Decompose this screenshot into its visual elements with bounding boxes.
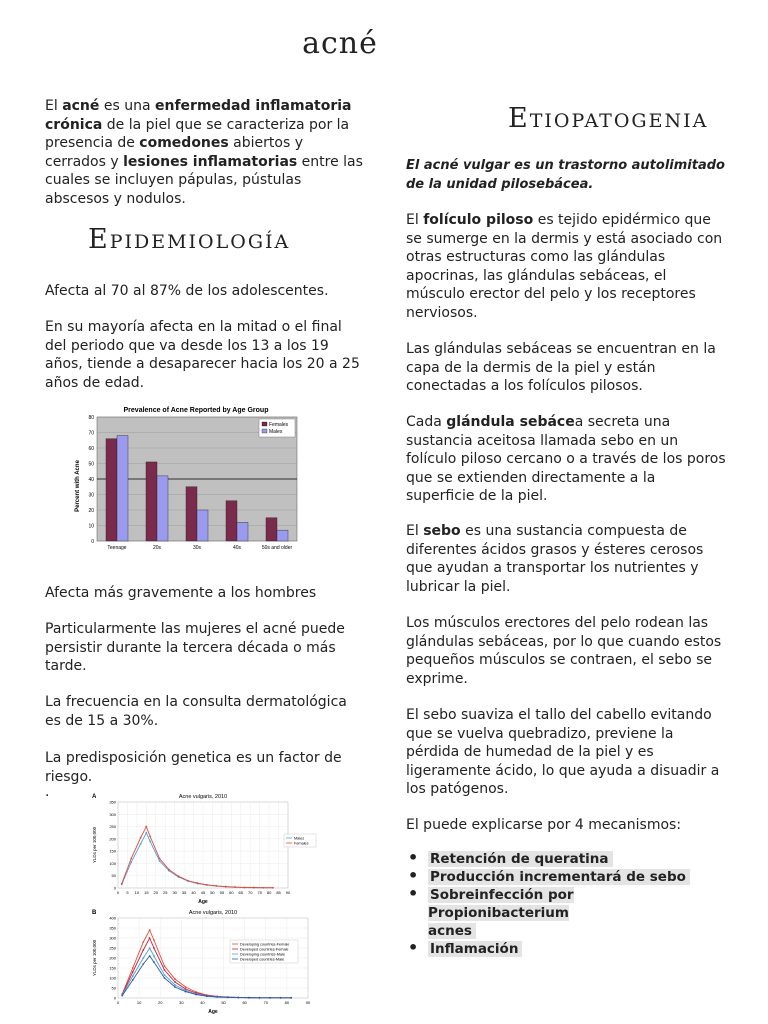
bar-females — [146, 462, 157, 541]
bar-females — [266, 518, 277, 541]
legend-label: Developed countries-Male — [240, 957, 285, 962]
data-point — [164, 969, 166, 971]
epi-paragraph-5: La frecuencia en la consulta dermatológica es de 15 a 30%. — [45, 694, 347, 729]
etio-paragraph-1: El folículo piloso es tejido epidérmico que se sumerge en la dermis y está asociado con otras estructuras como las glándulas apocrinas, las glándulas sebáceas, el músculo erector del pelo y los receptores nerviosos. — [406, 212, 723, 321]
x-tick-label: 25 — [162, 890, 168, 895]
acne-yld-line-chart-a — [88, 790, 309, 906]
y-tick-label: 0 — [91, 539, 94, 545]
y-tick-label: 30 — [88, 492, 94, 499]
data-point — [145, 826, 147, 828]
chart-legend — [230, 940, 298, 963]
y-tick-label: 100 — [109, 860, 116, 866]
x-tick-label: 65 — [238, 890, 244, 895]
legend-label: Females — [294, 841, 309, 846]
data-point — [132, 979, 134, 981]
data-point — [142, 957, 144, 959]
x-tick-label: 5 — [126, 890, 129, 895]
data-point — [187, 880, 189, 882]
legend-label: Developing countries-Female — [240, 942, 290, 947]
data-point — [196, 882, 198, 884]
etio-paragraph-4: El sebo es una sustancia compuesta de diferentes ácidos grasos y ésteres cerosos que ayudan a transportar los nutrientes y lubricar la piel. — [406, 523, 704, 595]
x-tick-label: 60 — [229, 890, 234, 895]
y-tick-label: 50 — [111, 873, 116, 879]
etio-paragraph-2: Las glándulas sebáceas se encuentran en la capa de la dermis de la piel y están conectadas a los folículos pilosos. — [406, 341, 716, 394]
y-tick-label: 350 — [109, 925, 116, 931]
y-tick-label: 250 — [109, 945, 116, 951]
data-point — [159, 858, 161, 860]
x-tick-label: 50 — [210, 890, 215, 895]
y-tick-label: 40 — [88, 477, 94, 483]
data-point — [269, 997, 271, 999]
bar-males — [157, 476, 168, 541]
bar-males — [277, 530, 288, 541]
data-point — [149, 840, 151, 842]
list-item: • Inflamación — [428, 940, 690, 958]
x-tick-label: 80 — [284, 1000, 290, 1005]
x-tick-label: 30s — [192, 545, 202, 551]
chart-title: Prevalence of Acne Reported by Age Group — [123, 407, 269, 414]
x-tick-label: 15 — [144, 890, 149, 895]
bar-males — [197, 510, 208, 541]
y-tick-label: 150 — [109, 965, 116, 971]
data-point — [145, 832, 147, 834]
x-tick-label: 85 — [276, 890, 281, 895]
list-item: • Sobreinfección por Propionibacterium acnes — [428, 886, 618, 940]
y-tick-label: 200 — [109, 955, 116, 961]
x-tick-label: 10 — [136, 1000, 142, 1005]
x-tick-label: 50s and older — [261, 545, 293, 551]
y-tick-label: 60 — [88, 446, 94, 452]
data-point — [185, 986, 187, 988]
x-tick-label: 45 — [200, 890, 206, 895]
data-point — [174, 984, 176, 986]
data-point — [164, 977, 166, 979]
data-point — [227, 997, 229, 999]
panel-label: B — [92, 910, 97, 916]
legend-label: Males — [294, 836, 305, 841]
data-point — [215, 885, 217, 887]
data-point — [168, 869, 170, 871]
y-tick-label: 0 — [113, 885, 116, 891]
page-title: acné — [302, 26, 378, 61]
data-point — [280, 997, 282, 999]
y-tick-label: 20 — [88, 508, 94, 514]
y-tick-label: 0 — [113, 995, 116, 1001]
x-tick-label: 35 — [181, 890, 187, 895]
data-point — [142, 949, 144, 951]
chart-xlabel: Age — [198, 899, 208, 905]
legend-label-females: Females — [269, 422, 289, 428]
x-tick-label: 60 — [242, 1000, 247, 1005]
y-tick-label: 50 — [88, 461, 94, 468]
legend-swatch-females — [262, 422, 267, 426]
x-tick-label: 0 — [116, 890, 120, 895]
chart-ylabel: Percent with Acne — [75, 460, 81, 512]
x-tick-label: 80 — [266, 890, 272, 895]
x-tick-label: 20 — [157, 1000, 163, 1005]
intro-paragraph: El acné es una enfermedad inflamatoria crónica de la piel que se caracteriza por la presencia de comedones abiertos y cerrados y lesiones inflamatorias entre las cuales se incluyen pápulas, pústulas abscesos y nodulos. — [45, 98, 363, 207]
chart-title: Acne vulgaris, 2010 — [188, 910, 238, 916]
x-tick-label: 10 — [134, 890, 140, 895]
data-point — [140, 843, 142, 845]
data-point — [206, 884, 208, 886]
data-point — [153, 947, 155, 949]
data-point — [149, 836, 151, 838]
x-tick-label: 90 — [305, 1000, 311, 1005]
etio-paragraph-5: Los músculos erectores del pelo rodean las glándulas sebáceas, por lo que cuando estos pequeños músculos se contraen, el sebo se exprime. — [406, 615, 722, 687]
chart-xlabel: Age — [208, 1009, 218, 1015]
y-tick-label: 70 — [88, 430, 94, 437]
chart-legend — [284, 834, 316, 847]
data-point — [259, 997, 261, 999]
epi-paragraph-6: La predisposición genetica es un factor de riesgo. — [45, 750, 342, 785]
x-tick-label: 75 — [257, 890, 262, 895]
etiopatogenia-heading: Etiopatogenia — [508, 103, 709, 134]
data-point — [248, 997, 250, 999]
data-point — [149, 929, 151, 931]
legend-label: Developing countries-Male — [240, 952, 285, 957]
legend-label-males: Males — [269, 429, 283, 435]
chart-ylabel: YLDs per 100,000 — [92, 939, 97, 977]
legend-label: Developed countries-Female — [240, 947, 289, 952]
legend-swatch-males — [262, 429, 267, 433]
etio-paragraph-7: El puede explicarse por 4 mecanismos: — [406, 817, 682, 833]
x-tick-label: 50 — [221, 1000, 226, 1005]
data-point — [140, 837, 142, 839]
y-tick-label: 300 — [109, 811, 116, 817]
data-point — [272, 887, 274, 889]
epi-paragraph-3: Afecta más gravemente a los hombres — [45, 585, 317, 601]
data-point — [244, 887, 246, 889]
data-point — [234, 886, 236, 888]
x-tick-label: 0 — [116, 1000, 120, 1005]
bar-females — [226, 501, 237, 541]
x-tick-label: 40 — [191, 890, 196, 895]
data-point — [159, 860, 161, 862]
data-point — [142, 963, 144, 965]
epi-paragraph-2: En su mayoría afecta en la mitad o el final del periodo que va desde los 13 a los 19 años, tiende a desaparecer hacia los 20 a 25 años de edad. — [45, 319, 360, 391]
y-tick-label: 80 — [88, 415, 94, 421]
acne-prevalence-bar-chart — [70, 402, 306, 552]
x-tick-label: 40s — [232, 545, 242, 551]
data-point — [174, 981, 176, 983]
data-point — [121, 995, 123, 997]
stray-dot: . — [45, 784, 50, 800]
data-point — [178, 875, 180, 877]
data-point — [164, 965, 166, 967]
chart-title: Acne vulgaris, 2010 — [178, 794, 228, 800]
data-point — [185, 991, 187, 993]
y-tick-label: 350 — [109, 799, 116, 805]
x-tick-label: 40 — [200, 1000, 205, 1005]
etio-lead: El acné vulgar es un trastorno autolimitado de la unidad pilosebácea. — [406, 158, 725, 192]
x-tick-label: 55 — [219, 890, 225, 895]
epi-paragraph-1: Afecta al 70 al 87% de los adolescentes. — [45, 283, 329, 299]
y-tick-label: 50 — [111, 985, 116, 991]
x-tick-label: 90 — [285, 890, 291, 895]
data-point — [164, 974, 166, 976]
x-tick-label: 30 — [172, 890, 177, 895]
x-tick-label: 70 — [263, 1000, 269, 1005]
data-point — [149, 955, 151, 957]
data-point — [253, 887, 255, 889]
y-tick-label: 100 — [109, 975, 116, 981]
x-tick-label: 30 — [179, 1000, 184, 1005]
y-tick-label: 150 — [109, 848, 116, 854]
x-tick-label: 20 — [153, 890, 159, 895]
epi-paragraph-4: Particularmente las mujeres el acné puede persistir durante la tercera década o más tarde. — [45, 621, 345, 674]
data-point — [174, 986, 176, 988]
y-tick-label: 10 — [88, 523, 94, 530]
x-tick-label: Teenage — [107, 545, 127, 551]
etio-paragraph-3: Cada glándula sebácea secreta una sustancia aceitosa llamada sebo en un folículo piloso cercano o a través de los poros que se extienden directamente a la superficie de la piel. — [406, 414, 726, 504]
data-point — [121, 883, 123, 885]
data-point — [225, 886, 227, 888]
bar-females — [106, 439, 117, 541]
mechanisms-list — [406, 850, 690, 958]
y-tick-label: 250 — [109, 824, 116, 830]
data-point — [174, 978, 176, 980]
bar-males — [237, 522, 248, 541]
list-item: • Producción incrementará de sebo — [428, 868, 690, 886]
etio-paragraph-6: El sebo suaviza el tallo del cabello evitando que se vuelva quebradizo, previene la pérdida de humedad de la piel y es ligeramente ácido, lo que ayuda a disuadir a los patógenos. — [406, 707, 720, 797]
panel-label: A — [92, 794, 97, 800]
x-tick-label: 20s — [152, 545, 162, 551]
epidemiologia-heading: Epidemiología — [88, 224, 291, 255]
data-point — [130, 861, 132, 863]
data-point — [153, 955, 155, 957]
bar-females — [186, 487, 197, 541]
acne-yld-line-chart-b — [88, 906, 320, 1018]
data-point — [149, 947, 151, 949]
bar-males — [117, 436, 128, 541]
chart-ylabel: YLDs per 100,000 — [92, 826, 97, 864]
data-point — [216, 996, 218, 998]
data-point — [132, 975, 134, 977]
data-point — [195, 994, 197, 996]
data-point — [149, 937, 151, 939]
x-tick-label: 70 — [247, 890, 253, 895]
y-tick-label: 200 — [109, 836, 116, 842]
data-point — [142, 941, 144, 943]
chart-legend — [259, 419, 295, 437]
data-point — [237, 997, 239, 999]
data-point — [153, 939, 155, 941]
data-point — [206, 995, 208, 997]
y-tick-label: 400 — [109, 915, 116, 921]
data-point — [132, 967, 134, 969]
data-point — [153, 961, 155, 963]
data-point — [132, 971, 134, 973]
data-point — [263, 887, 265, 889]
data-point — [130, 858, 132, 860]
list-item: • Retención de queratina — [428, 850, 690, 868]
data-point — [290, 997, 292, 999]
y-tick-label: 300 — [109, 935, 116, 941]
